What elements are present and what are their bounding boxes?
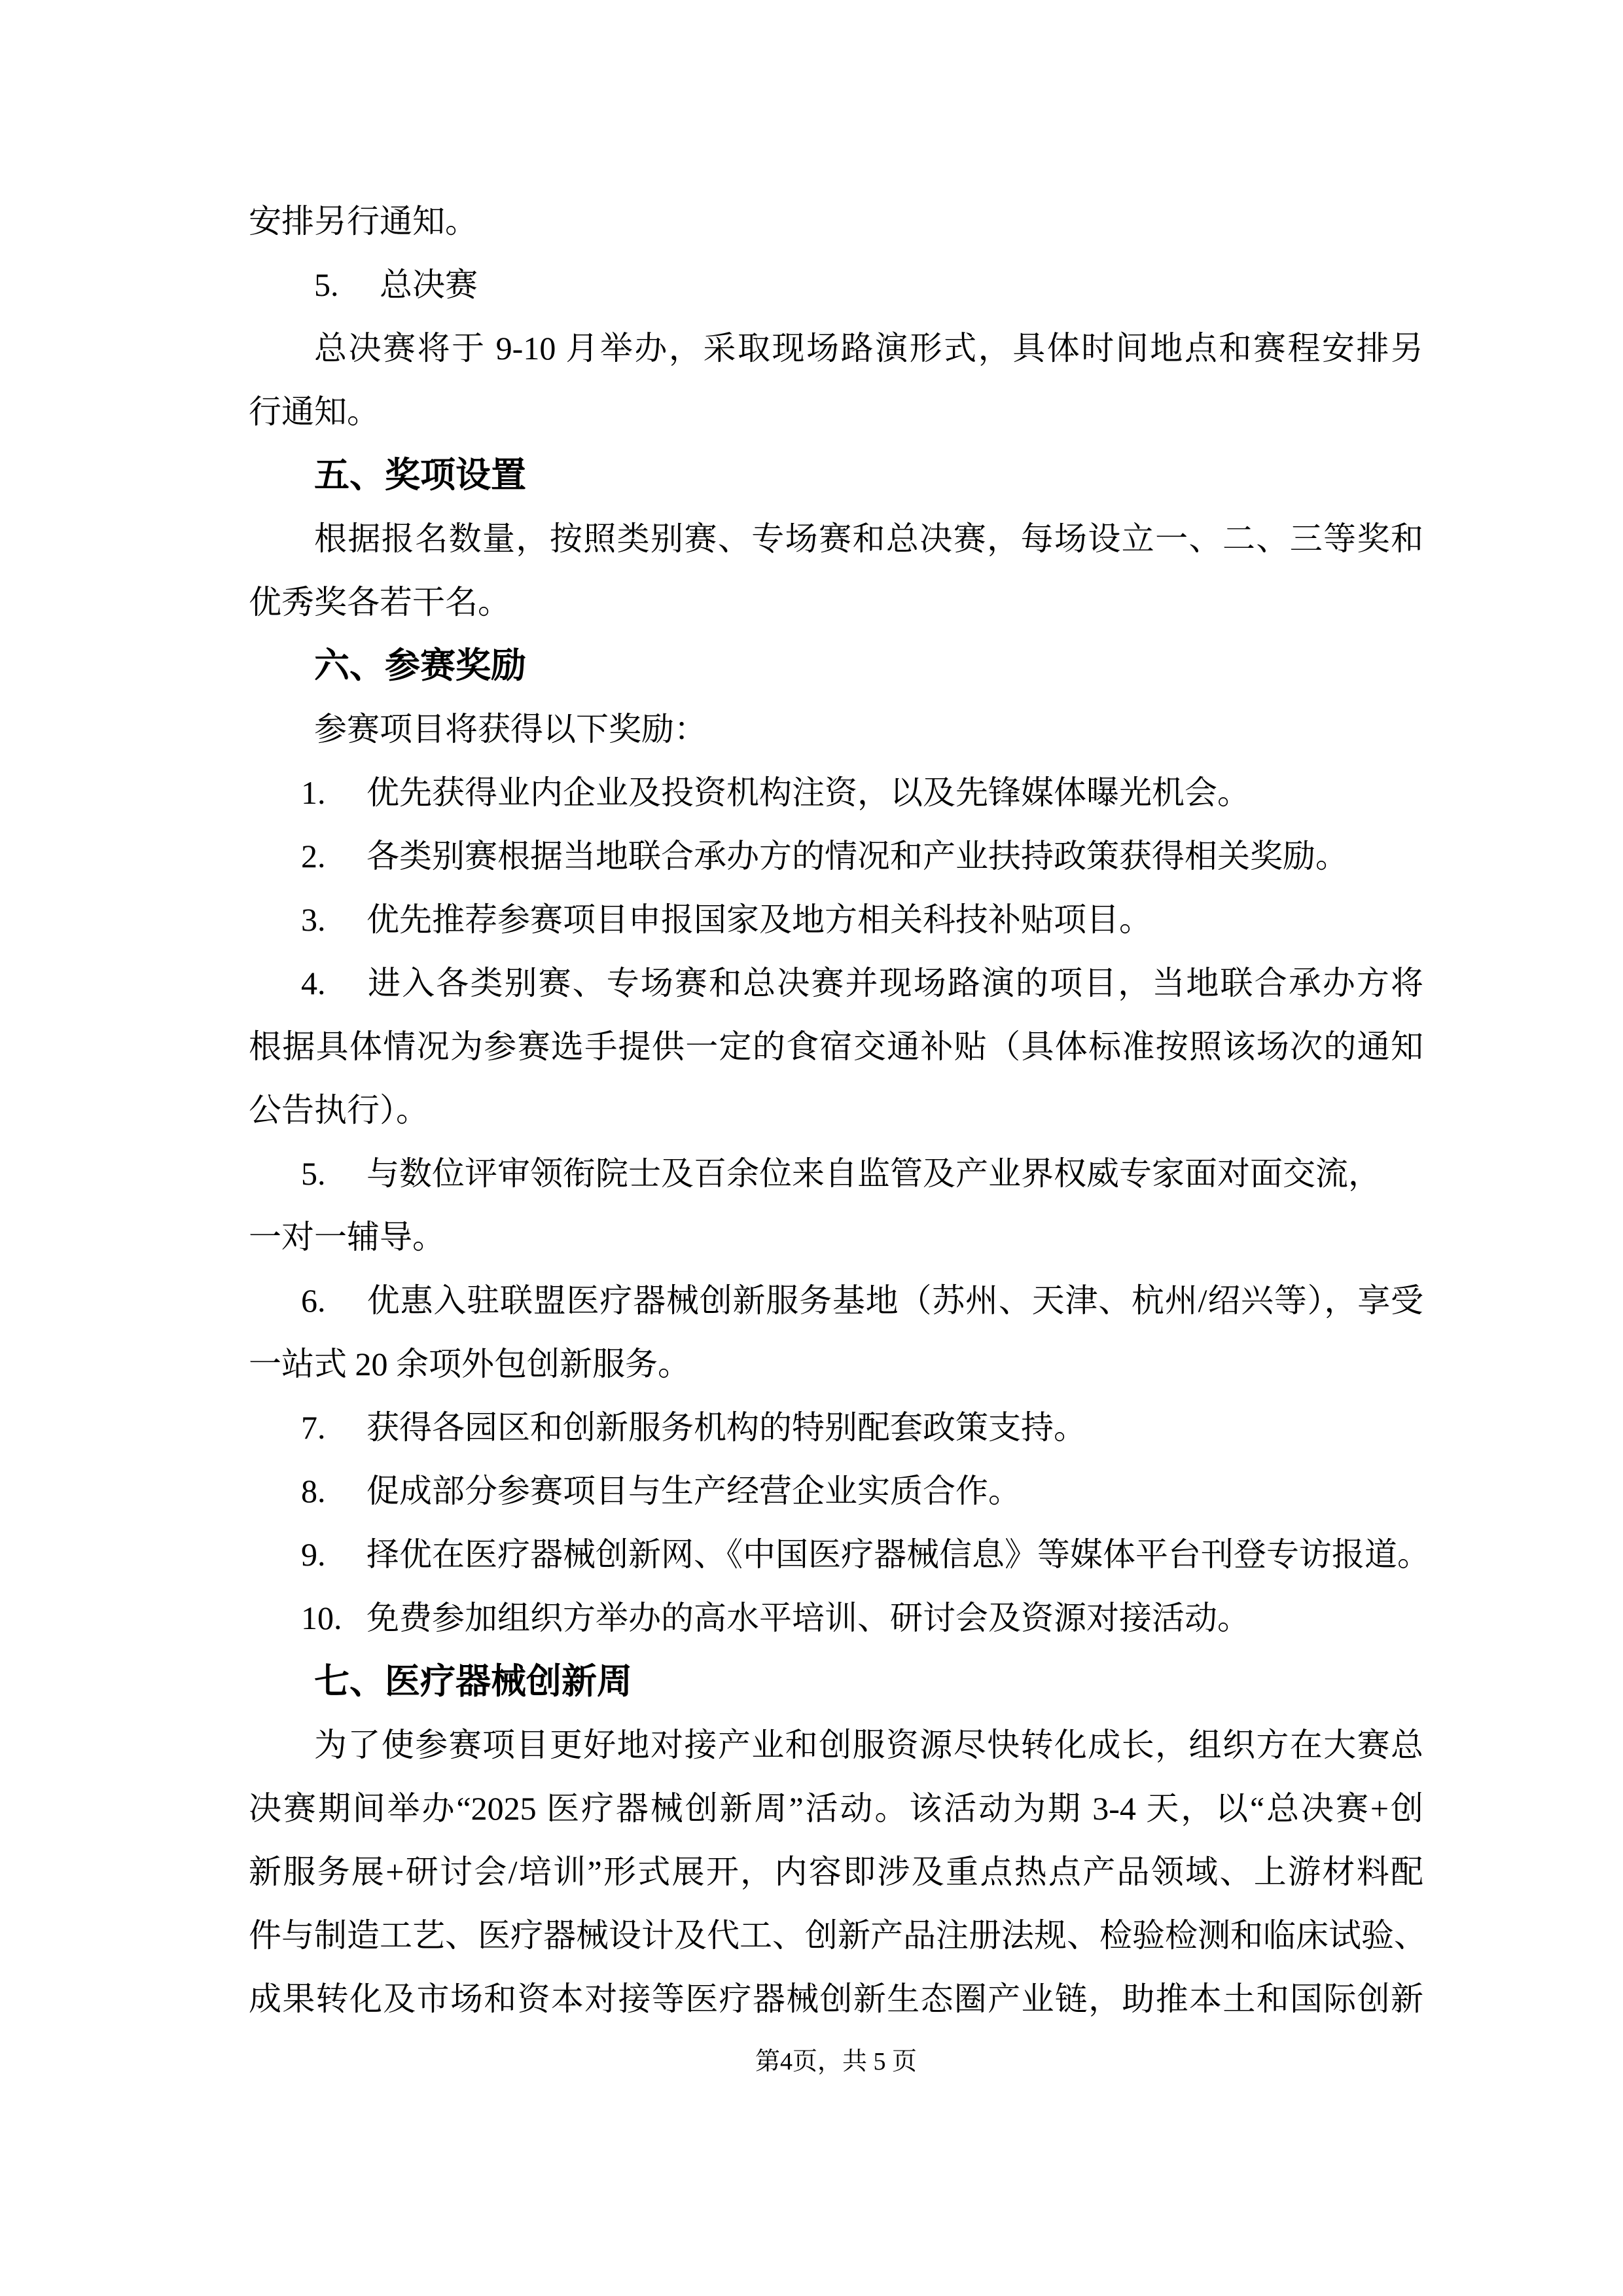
document-body [249,190,1430,2031]
paragraph-line: 为了使参赛项目更好地对接产业和创服资源尽快转化成长，组织方在大赛总 [314,1727,1423,1763]
list-number: 10. [301,1600,342,1636]
item-text: 获得各园区和创新服务机构的特别配套政策支持。 [366,1409,1086,1446]
paragraph-line: 成果转化及市场和资本对接等医疗器械创新生态圈产业链，助推本土和国际创新 [249,1981,1423,2017]
list-number: 5. [301,1155,326,1192]
numbered-item-5 [249,1142,1423,1206]
paragraph-line: 一对一辅导。 [249,1219,445,1255]
numbered-item-2 [249,825,1423,888]
numbered-item-7 [249,1396,1423,1460]
item-text: 进入各类别赛、专场赛和总决赛并现场路演的项目，当地联合承办方将 [366,965,1423,1001]
subheading-text: 总决赛 [380,266,478,303]
item-text: 促成部分参赛项目与生产经营企业实质合作。 [366,1473,1021,1509]
numbered-subheading-finals [249,253,1423,317]
paragraph-line: 决赛期间举办“2025 医疗器械创新周”活动。该活动为期 3-4 天，以“总决赛+创 [249,1790,1423,1827]
numbered-item-9 [249,1523,1430,1587]
paragraph-line: 一站式 20 余项外包创新服务。 [249,1346,690,1382]
numbered-item-3 [249,888,1423,952]
item-text: 优先获得业内企业及投资机构注资，以及先锋媒体曝光机会。 [366,774,1250,811]
list-number: 7. [301,1409,326,1446]
paragraph-line: 参赛项目将获得以下奖励： [314,711,707,747]
numbered-item-6 [249,1269,1423,1333]
list-number: 4. [301,965,326,1001]
list-number: 6. [301,1282,326,1319]
paragraph-line: 新服务展+研讨会/培训”形式展开，内容即涉及重点热点产品领域、上游材料配 [249,1854,1423,1890]
item-text: 免费参加组织方举办的高水平培训、研讨会及资源对接活动。 [366,1600,1250,1636]
paragraph-line: 根据报名数量，按照类别赛、专场赛和总决赛，每场设立一、二、三等奖和 [314,520,1423,557]
list-number: 5. [314,266,339,303]
paragraph-line: 公告执行）。 [249,1092,429,1128]
item-text: 优先推荐参赛项目申报国家及地方相关科技补贴项目。 [366,901,1152,938]
paragraph-line: 件与制造工艺、医疗器械设计及代工、创新产品注册法规、检验检测和临床试验、 [249,1917,1427,1954]
item-text: 各类别赛根据当地联合承办方的情况和产业扶持政策获得相关奖励。 [366,838,1348,874]
numbered-item-4 [249,952,1423,1015]
paragraph-continuation: 安排另行通知。 [249,203,478,240]
list-number: 2. [301,838,326,874]
item-text: 择优在医疗器械创新网、《中国医疗器械信息》等媒体平台刊登专访报道。 [366,1536,1430,1573]
paragraph-line: 总决赛将于 9-10 月举办，采取现场路演形式，具体时间地点和赛程安排另 [314,330,1423,367]
section-heading-incentives: 六、参赛奖励 [314,646,526,685]
section-heading-awards: 五、奖项设置 [314,456,526,495]
item-text: 优惠入驻联盟医疗器械创新服务基地（苏州、天津、杭州/绍兴等），享受 [366,1282,1423,1319]
list-number: 3. [301,901,326,938]
list-number: 8. [301,1473,326,1509]
list-number: 9. [301,1536,326,1573]
list-number: 1. [301,774,326,811]
paragraph-line: 优秀奖各若干名。 [249,584,510,620]
item-text: 与数位评审领衔院士及百余位来自监管及产业界权威专家面对面交流， [366,1155,1381,1192]
numbered-item-10 [249,1587,1423,1650]
paragraph-line: 行通知。 [249,393,380,430]
numbered-item-1 [249,761,1423,825]
page-number-footer: 第4页，共 5 页 [755,2048,917,2075]
paragraph-line: 根据具体情况为参赛选手提供一定的食宿交通补贴（具体标准按照该场次的通知 [249,1028,1423,1065]
numbered-item-8 [249,1460,1423,1523]
section-heading-innovation-week: 七、医疗器械创新周 [314,1662,632,1701]
